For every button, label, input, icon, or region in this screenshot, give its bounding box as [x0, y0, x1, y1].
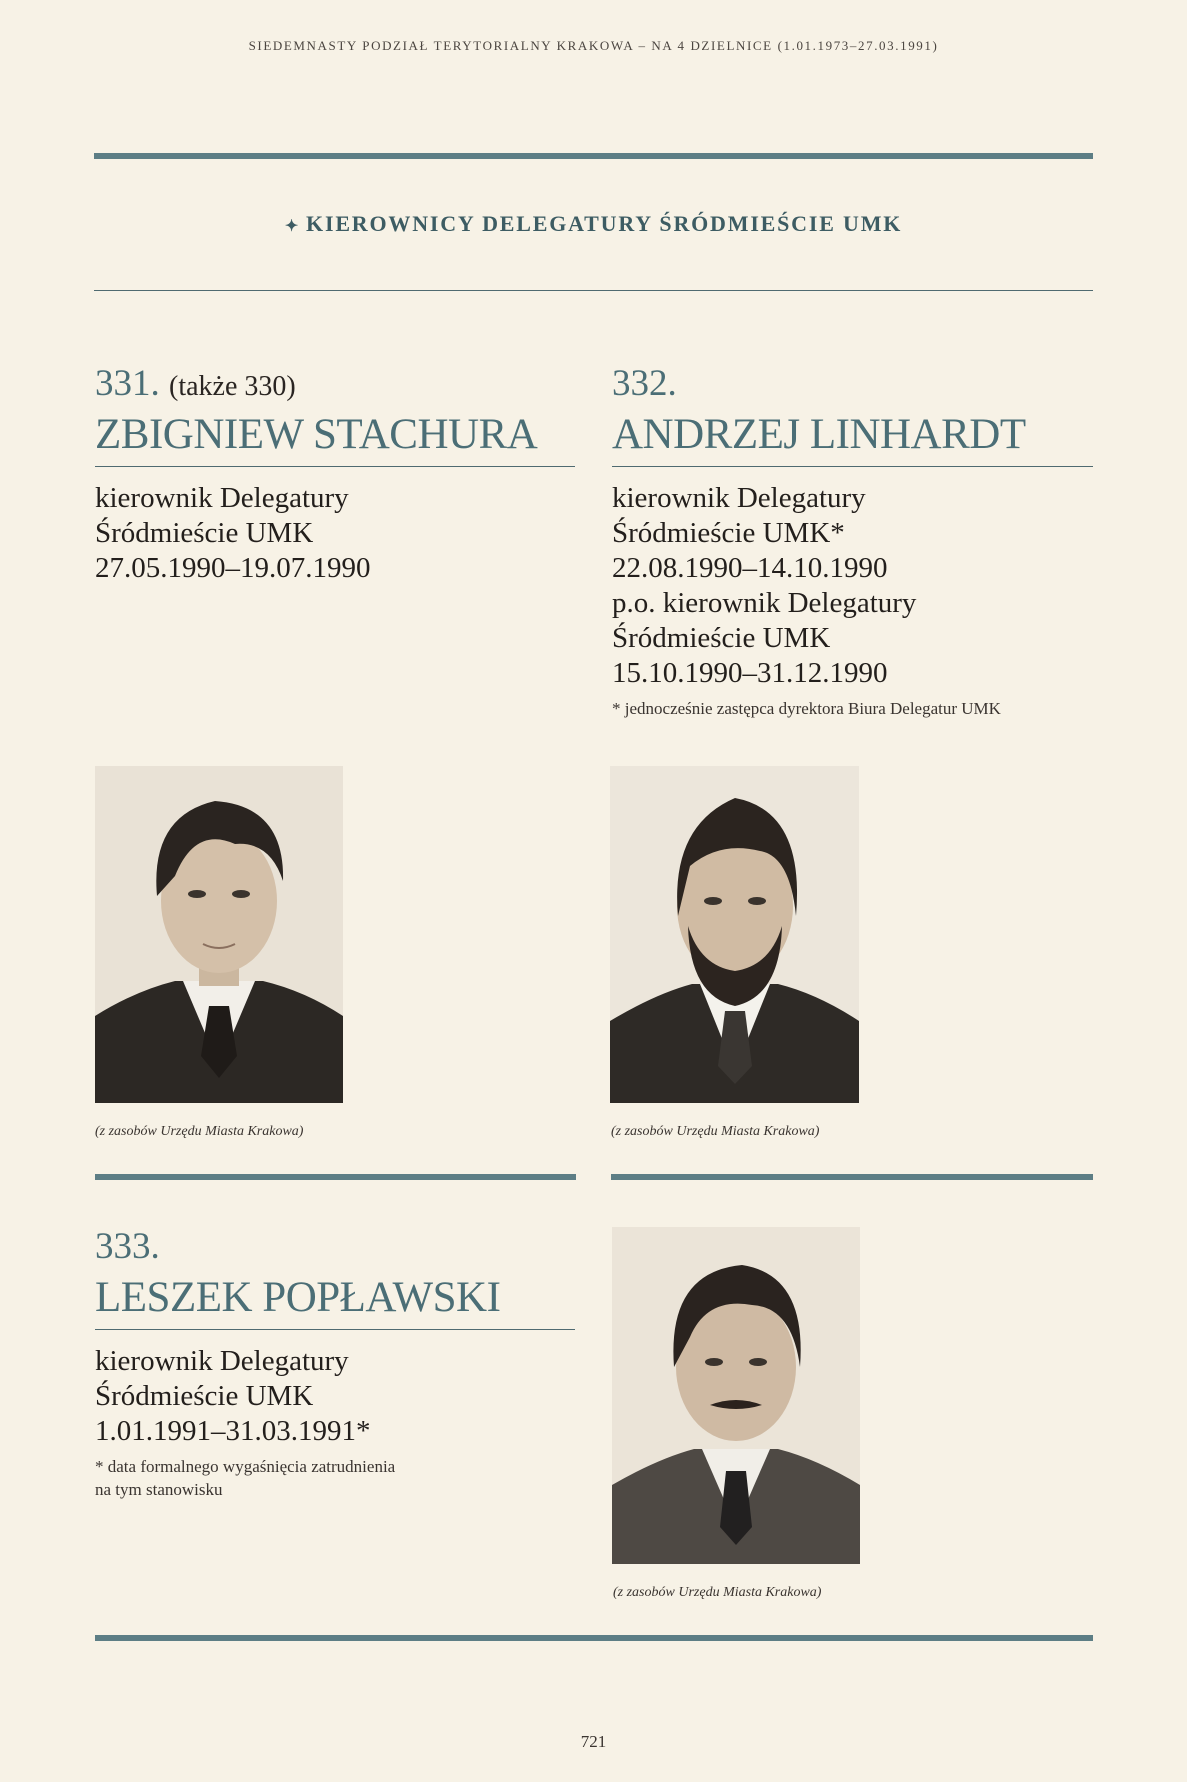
role-line: kierownik Delegatury [95, 1345, 349, 1377]
role-text [612, 481, 1093, 691]
divider-rule-right [611, 1174, 1093, 1180]
role-line: 1.01.1991–31.03.1991* [95, 1415, 371, 1447]
name-rule [612, 466, 1093, 467]
portrait-photo-linhardt [610, 766, 859, 1103]
divider-rule-left [95, 1174, 576, 1180]
footnote: * jednocześnie zastępca dyrektora Biura Delegatur UMK [612, 699, 1001, 718]
entry-also-note: (także 330) [169, 371, 296, 402]
person-name: ZBIGNIEW STACHURA [95, 411, 538, 458]
role-text [95, 1344, 575, 1449]
role-line: 22.08.1990–14.10.1990 [612, 552, 888, 584]
role-line: Śródmieście UMK [95, 517, 314, 549]
section-heading [0, 211, 1187, 237]
portrait-photo-poplawski [612, 1227, 860, 1564]
person-name: LESZEK POPŁAWSKI [95, 1274, 501, 1321]
portrait-photo-stachura [95, 766, 343, 1103]
footnote-line: na tym stanowisku [95, 1480, 223, 1499]
entry-number: 333. [95, 1226, 160, 1267]
page-number: 721 [580, 1732, 607, 1751]
entry-number: 332. [612, 363, 677, 404]
name-rule [95, 466, 575, 467]
entry-331 [95, 365, 575, 586]
role-line: Śródmieście UMK [612, 622, 831, 654]
top-thick-rule [94, 153, 1093, 159]
role-line: kierownik Delegatury [612, 482, 866, 514]
photo-caption: (z zasobów Urzędu Miasta Krakowa) [611, 1124, 820, 1139]
role-line: p.o. kierownik Delegatury [612, 587, 917, 619]
role-line: Śródmieście UMK* [612, 517, 845, 549]
entry-333 [95, 1228, 575, 1501]
entry-number-line [612, 365, 1093, 405]
role-text [95, 481, 575, 586]
diamond-ornament-icon: ✦ [284, 218, 301, 235]
entry-332 [612, 365, 1093, 720]
footnote-line: * data formalnego wygaśnięcia zatrudnienia [95, 1457, 396, 1476]
entry-number-line [95, 365, 575, 405]
footnote [95, 1455, 575, 1501]
photo-caption: (z zasobów Urzędu Miasta Krakowa) [95, 1124, 304, 1139]
section-heading-text: KIEROWNICY DELEGATURY ŚRÓDMIEŚCIE UMK [306, 211, 903, 236]
bottom-thick-rule [95, 1635, 1093, 1641]
entry-number-line [95, 1228, 575, 1268]
role-line: kierownik Delegatury [95, 482, 349, 514]
role-line: 27.05.1990–19.07.1990 [95, 552, 371, 584]
entry-number: 331. [95, 363, 160, 404]
photo-caption: (z zasobów Urzędu Miasta Krakowa) [613, 1585, 822, 1600]
role-line: Śródmieście UMK [95, 1380, 314, 1412]
running-head: SIEDEMNASTY PODZIAŁ TERYTORIALNY KRAKOWA – NA 4 DZIELNICE (1.01.1973–27.03.1991) [248, 38, 939, 53]
person-name: ANDRZEJ LINHARDT [612, 411, 1026, 458]
name-rule [95, 1329, 575, 1330]
role-line: 15.10.1990–31.12.1990 [612, 657, 888, 689]
section-rule [94, 290, 1093, 291]
